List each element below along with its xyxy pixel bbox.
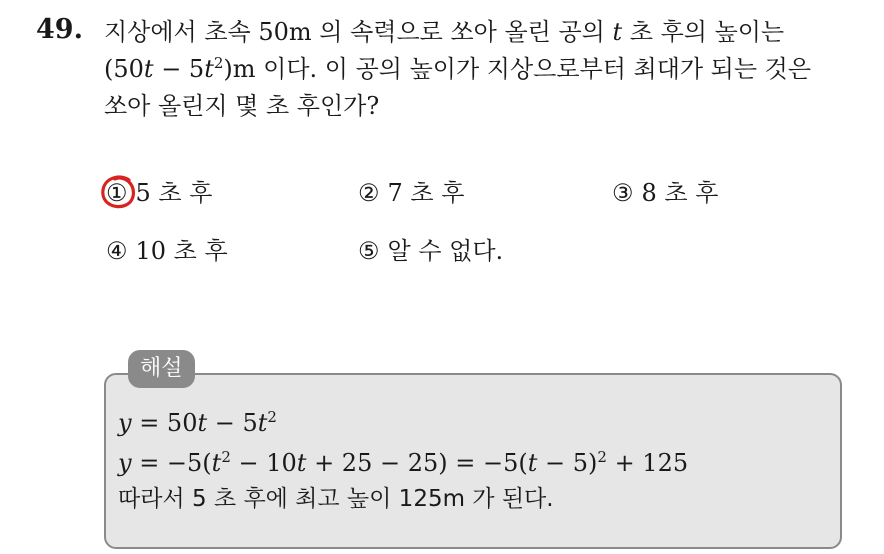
- choice-2-text: 7 초 후: [387, 179, 465, 207]
- choice-2[interactable]: [358, 178, 464, 208]
- choice-5-text: 알 수 없다.: [387, 237, 504, 265]
- choice-4-text: 10 초 후: [135, 237, 228, 265]
- question-text: [104, 14, 874, 125]
- choice-4-mark: ④: [106, 237, 128, 265]
- choice-1-text: 5 초 후: [135, 179, 213, 207]
- choice-1-mark: ①: [106, 179, 128, 207]
- question-number: 49.: [36, 14, 83, 45]
- answer-circle-annotation: [99, 172, 139, 212]
- solution-line-3: 따라서 5 초 후에 최고 높이 125m 가 된다.: [118, 486, 554, 512]
- choice-3[interactable]: [612, 178, 718, 208]
- question-line-1: 지상에서 초속 50m 의 속력으로 쏘아 올린 공의 t 초 후의 높이는: [104, 18, 785, 46]
- choice-5[interactable]: [358, 236, 503, 266]
- choice-2-mark: ②: [358, 179, 380, 207]
- question-line-2: $(50t - 5t^2)m$ 이다. 이 공의 높이가 지상으로부터 최대가 되는 것은: [104, 54, 812, 83]
- choice-5-mark: ⑤: [358, 237, 380, 265]
- solution-tag: 해설: [128, 350, 195, 388]
- choice-3-text: 8 초 후: [641, 179, 719, 207]
- question-line-3: 쏘아 올린지 몇 초 후인가?: [104, 92, 380, 120]
- solution-line-2: $y = -5(t^2 - 10t + 25 - 25) = -5(t - 5)^2 + 125$: [118, 448, 689, 477]
- solution-line-1: $y = 50t - 5t^2$: [118, 408, 277, 437]
- choice-4[interactable]: [106, 236, 228, 266]
- choice-3-mark: ③: [612, 179, 634, 207]
